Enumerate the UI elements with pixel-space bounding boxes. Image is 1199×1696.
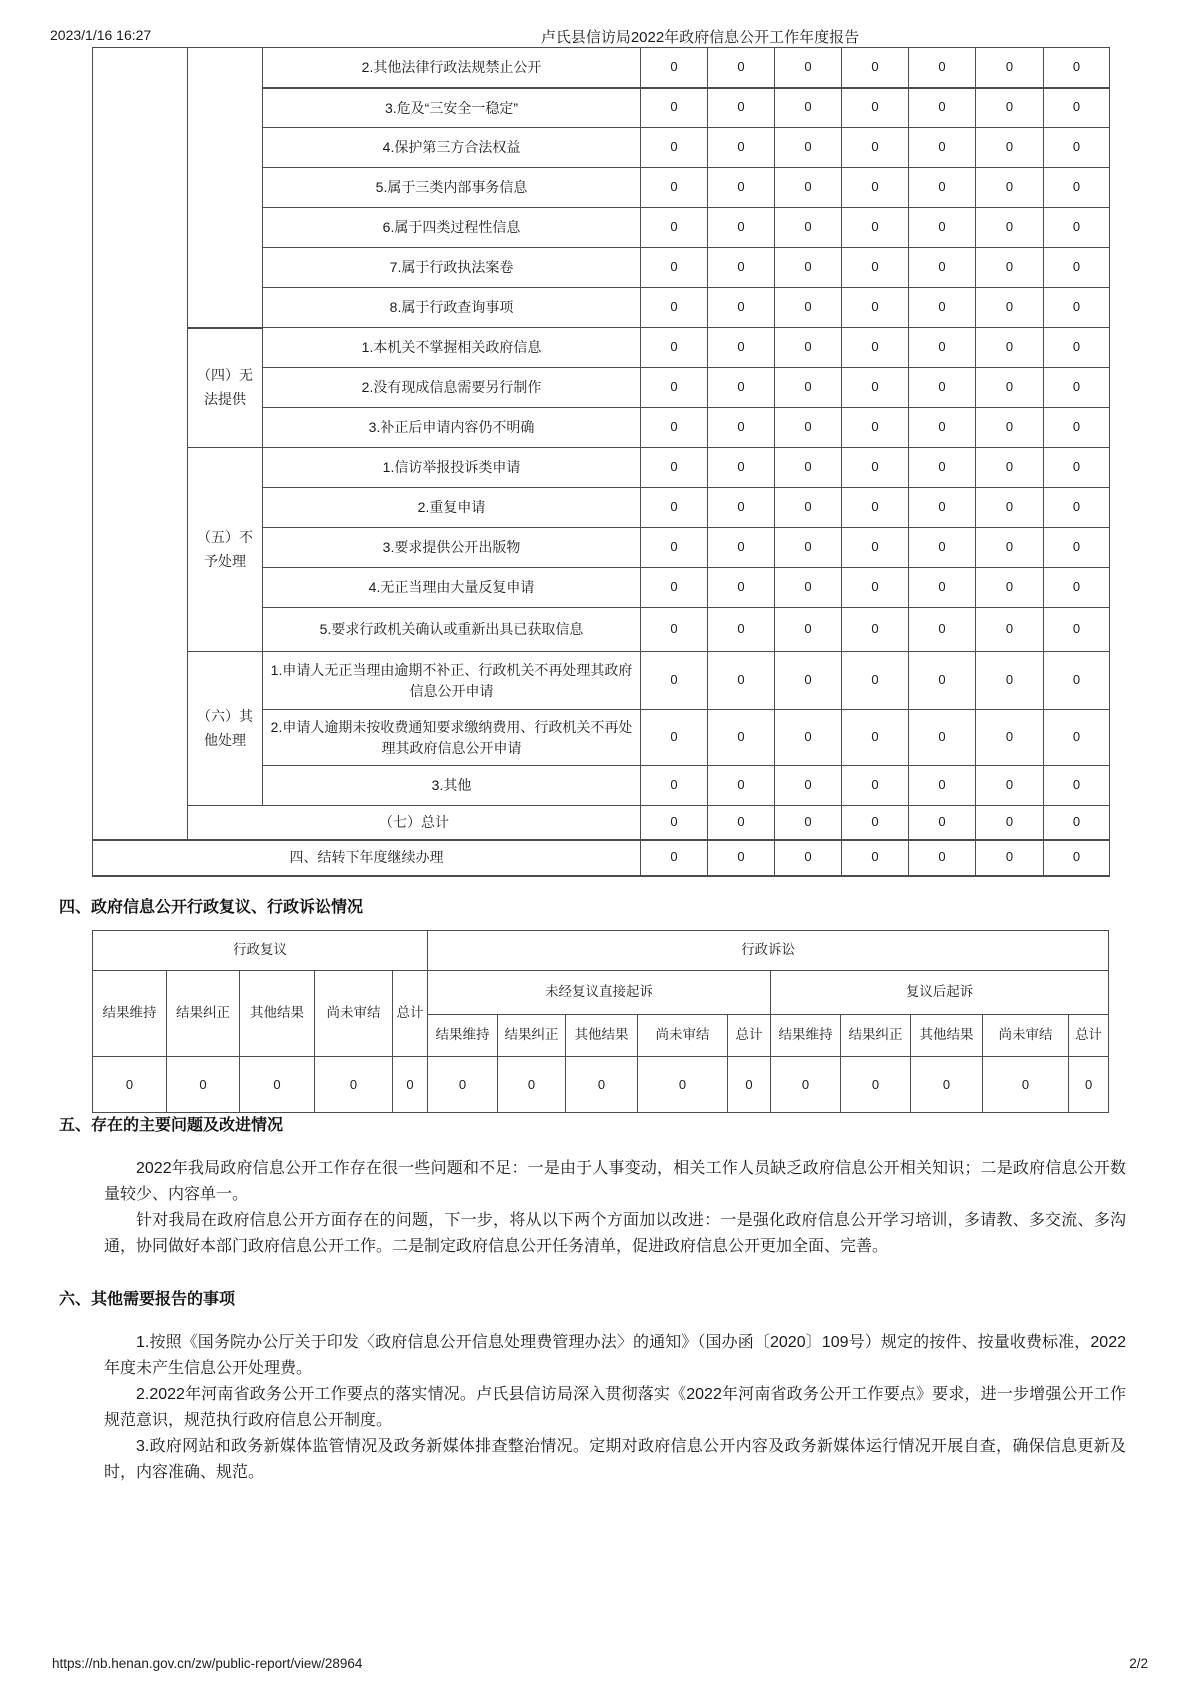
value-cell: 0: [842, 48, 909, 88]
value-cell: 0: [1044, 208, 1110, 248]
value-cell: 0: [909, 710, 976, 766]
section-other-matters-paragraphs: [104, 1330, 1126, 1486]
column-header-cell: 其他结果: [911, 1015, 983, 1057]
value-cell: 0: [775, 128, 842, 168]
value-cell: 0: [909, 806, 976, 840]
paragraph: 2.2022年河南省政务公开工作要点的落实情况。卢氏县信访局深入贯彻落实《2022年河南省政务公开工作要点》要求，进一步增强公开工作规范意识，规范执行政府信息公开制度。: [104, 1386, 1126, 1429]
item-label-cell: 3.其他: [263, 766, 641, 806]
group-header-cell: 行政诉讼: [428, 931, 1109, 971]
value-cell: 0: [1044, 840, 1110, 876]
subgroup-header-cell: 未经复议直接起诉: [428, 971, 771, 1015]
footer-url: https://nb.henan.gov.cn/zw/public-report/view/28964: [52, 1656, 363, 1671]
value-cell: 0: [976, 288, 1044, 328]
value-cell: 0: [708, 248, 775, 288]
section-heading-other-matters: 六、其他需要报告的事项: [59, 1291, 236, 1308]
value-cell: 0: [638, 1057, 728, 1113]
table-row: [93, 448, 1110, 488]
value-cell: 0: [708, 528, 775, 568]
value-cell: 0: [976, 448, 1044, 488]
value-cell: 0: [641, 288, 708, 328]
footer-page-number: 2/2: [1129, 1656, 1148, 1671]
value-cell: 0: [976, 652, 1044, 710]
value-cell: 0: [240, 1057, 315, 1113]
column-header-cell: 结果维持: [428, 1015, 498, 1057]
value-cell: 0: [641, 128, 708, 168]
document-title: 卢氏县信访局2022年政府信息公开工作年度报告: [540, 29, 860, 46]
value-cell: 0: [708, 710, 775, 766]
value-cell: 0: [1044, 408, 1110, 448]
value-cell: 0: [842, 328, 909, 368]
value-cell: 0: [1044, 288, 1110, 328]
column-header-cell: 尚未审结: [983, 1015, 1069, 1057]
value-cell: 0: [1044, 652, 1110, 710]
value-cell: 0: [841, 1057, 911, 1113]
value-cell: 0: [1044, 328, 1110, 368]
value-cell: 0: [976, 568, 1044, 608]
subgroup-header-cell: 复议后起诉: [771, 971, 1109, 1015]
value-cell: 0: [775, 568, 842, 608]
value-cell: 0: [775, 652, 842, 710]
value-cell: 0: [909, 448, 976, 488]
section-heading-review-litigation: 四、政府信息公开行政复议、行政诉讼情况: [59, 899, 364, 916]
paragraph: 1.按照《国务院办公厅关于印发〈政府信息公开信息处理费管理办法〉的通知》（国办函〔2020〕109号）规定的按件、按量收费标准，2022年度未产生信息公开处理费。: [104, 1334, 1126, 1377]
column-header-cell: 尚未审结: [315, 971, 393, 1057]
value-cell: 0: [708, 766, 775, 806]
paragraph: 3.政府网站和政务新媒体监管情况及政务新媒体排查整治情况。定期对政府信息公开内容及政务新媒体运行情况开展自查，确保信息更新及时，内容准确、规范。: [104, 1438, 1126, 1481]
total-label-cell: （七）总计: [188, 806, 641, 840]
value-cell: 0: [641, 408, 708, 448]
value-cell: 0: [909, 328, 976, 368]
value-cell: 0: [842, 652, 909, 710]
print-footer: [52, 1656, 1148, 1671]
value-cell: 0: [775, 408, 842, 448]
value-cell: 0: [708, 608, 775, 652]
value-cell: 0: [775, 710, 842, 766]
value-cell: 0: [842, 608, 909, 652]
item-label-cell: 2.重复申请: [263, 488, 641, 528]
value-cell: 0: [842, 368, 909, 408]
table-row: [93, 48, 1110, 88]
value-cell: 0: [976, 168, 1044, 208]
value-cell: 0: [775, 528, 842, 568]
item-label-cell: 5.属于三类内部事务信息: [263, 168, 641, 208]
value-cell: 0: [167, 1057, 240, 1113]
value-cell: 0: [1044, 806, 1110, 840]
column-header-cell: 总计: [1069, 1015, 1109, 1057]
review-litigation-table: [92, 930, 1109, 1113]
value-cell: 0: [976, 710, 1044, 766]
value-cell: 0: [775, 288, 842, 328]
item-label-cell: 3.危及“三安全一稳定”: [263, 88, 641, 128]
value-cell: 0: [498, 1057, 566, 1113]
value-cell: 0: [708, 288, 775, 328]
value-cell: 0: [842, 248, 909, 288]
value-cell: 0: [641, 88, 708, 128]
value-cell: 0: [93, 1057, 167, 1113]
table-header-row: [93, 931, 1109, 971]
table-header-row: [93, 971, 1109, 1015]
value-cell: 0: [641, 710, 708, 766]
value-cell: 0: [641, 328, 708, 368]
value-cell: 0: [641, 208, 708, 248]
item-label-cell: 3.要求提供公开出版物: [263, 528, 641, 568]
category-cell: [188, 48, 263, 328]
value-cell: 0: [641, 48, 708, 88]
value-cell: 0: [641, 568, 708, 608]
value-cell: 0: [909, 168, 976, 208]
value-cell: 0: [775, 840, 842, 876]
value-cell: 0: [909, 652, 976, 710]
value-cell: 0: [708, 208, 775, 248]
value-cell: 0: [1069, 1057, 1109, 1113]
value-cell: 0: [315, 1057, 393, 1113]
value-cell: 0: [775, 488, 842, 528]
value-cell: 0: [775, 328, 842, 368]
value-cell: 0: [708, 568, 775, 608]
paragraph: 2022年我局政府信息公开工作存在很一些问题和不足：一是由于人事变动，相关工作人员缺乏政府信息公开相关知识；二是政府信息公开数量较少、内容单一。: [104, 1160, 1126, 1203]
value-cell: 0: [842, 88, 909, 128]
value-cell: 0: [976, 840, 1044, 876]
value-cell: 0: [1044, 568, 1110, 608]
value-cell: 0: [775, 208, 842, 248]
item-label-cell: 4.保护第三方合法权益: [263, 128, 641, 168]
value-cell: 0: [775, 48, 842, 88]
column-header-cell: 尚未审结: [638, 1015, 728, 1057]
value-cell: 0: [775, 248, 842, 288]
section-heading-problems: 五、存在的主要问题及改进情况: [59, 1117, 284, 1134]
value-cell: 0: [641, 840, 708, 876]
value-cell: 0: [428, 1057, 498, 1113]
column-header-cell: 结果维持: [771, 1015, 841, 1057]
value-cell: 0: [911, 1057, 983, 1113]
value-cell: 0: [641, 168, 708, 208]
value-cell: 0: [708, 488, 775, 528]
value-cell: 0: [842, 568, 909, 608]
column-header-cell: 总计: [393, 971, 428, 1057]
value-cell: 0: [976, 88, 1044, 128]
item-label-cell: 1.信访举报投诉类申请: [263, 448, 641, 488]
column-header-cell: 结果纠正: [841, 1015, 911, 1057]
value-cell: 0: [976, 208, 1044, 248]
value-cell: 0: [976, 806, 1044, 840]
item-label-cell: 3.补正后申请内容仍不明确: [263, 408, 641, 448]
value-cell: 0: [708, 128, 775, 168]
category-cell: （六）其他处理: [188, 652, 263, 806]
item-label-cell: 7.属于行政执法案卷: [263, 248, 641, 288]
value-cell: 0: [708, 840, 775, 876]
value-cell: 0: [909, 766, 976, 806]
value-cell: 0: [909, 488, 976, 528]
value-cell: 0: [976, 766, 1044, 806]
value-cell: 0: [1044, 448, 1110, 488]
column-header-cell: 结果纠正: [498, 1015, 566, 1057]
carryover-label-cell: 四、结转下年度继续办理: [93, 840, 641, 876]
value-cell: 0: [976, 128, 1044, 168]
value-cell: 0: [775, 448, 842, 488]
value-cell: 0: [1044, 488, 1110, 528]
rowgroup-continuation-cell: [93, 48, 188, 840]
item-label-cell: 1.本机关不掌握相关政府信息: [263, 328, 641, 368]
value-cell: 0: [842, 488, 909, 528]
value-cell: 0: [708, 328, 775, 368]
column-header-cell: 总计: [728, 1015, 771, 1057]
value-cell: 0: [976, 328, 1044, 368]
table-row-total: [93, 806, 1110, 840]
value-cell: 0: [1044, 168, 1110, 208]
table-row: [93, 652, 1110, 710]
value-cell: 0: [842, 448, 909, 488]
value-cell: 0: [1044, 528, 1110, 568]
value-cell: 0: [909, 840, 976, 876]
value-cell: 0: [393, 1057, 428, 1113]
item-label-cell: 2.申请人逾期未按收费通知要求缴纳费用、行政机关不再处理其政府信息公开申请: [263, 710, 641, 766]
item-label-cell: 5.要求行政机关确认或重新出具已获取信息: [263, 608, 641, 652]
value-cell: 0: [1044, 128, 1110, 168]
value-cell: 0: [909, 88, 976, 128]
value-cell: 0: [842, 806, 909, 840]
value-cell: 0: [976, 608, 1044, 652]
category-cell: （五）不予处理: [188, 448, 263, 652]
table-row: [93, 328, 1110, 368]
value-cell: 0: [641, 608, 708, 652]
value-cell: 0: [909, 128, 976, 168]
column-header-cell: 其他结果: [566, 1015, 638, 1057]
section-problems-paragraphs: [104, 1156, 1126, 1260]
value-cell: 0: [976, 528, 1044, 568]
value-cell: 0: [641, 652, 708, 710]
value-cell: 0: [909, 208, 976, 248]
value-cell: 0: [566, 1057, 638, 1113]
value-cell: 0: [641, 448, 708, 488]
value-cell: 0: [1044, 608, 1110, 652]
value-cell: 0: [708, 408, 775, 448]
print-datetime: 2023/1/16 16:27: [50, 27, 152, 43]
item-label-cell: 2.没有现成信息需要另行制作: [263, 368, 641, 408]
value-cell: 0: [771, 1057, 841, 1113]
value-cell: 0: [983, 1057, 1069, 1113]
value-cell: 0: [1044, 368, 1110, 408]
value-cell: 0: [641, 488, 708, 528]
value-cell: 0: [775, 806, 842, 840]
group-header-cell: 行政复议: [93, 931, 428, 971]
column-header-cell: 结果维持: [93, 971, 167, 1057]
value-cell: 0: [909, 408, 976, 448]
value-cell: 0: [909, 48, 976, 88]
table-data-row: [93, 1057, 1109, 1113]
value-cell: 0: [976, 248, 1044, 288]
value-cell: 0: [842, 710, 909, 766]
item-label-cell: 6.属于四类过程性信息: [263, 208, 641, 248]
value-cell: 0: [842, 766, 909, 806]
value-cell: 0: [775, 766, 842, 806]
value-cell: 0: [976, 488, 1044, 528]
value-cell: 0: [909, 528, 976, 568]
value-cell: 0: [1044, 48, 1110, 88]
value-cell: 0: [775, 168, 842, 208]
value-cell: 0: [708, 88, 775, 128]
value-cell: 0: [728, 1057, 771, 1113]
value-cell: 0: [842, 208, 909, 248]
value-cell: 0: [976, 48, 1044, 88]
value-cell: 0: [641, 528, 708, 568]
value-cell: 0: [641, 368, 708, 408]
value-cell: 0: [909, 608, 976, 652]
value-cell: 0: [708, 368, 775, 408]
value-cell: 0: [775, 608, 842, 652]
value-cell: 0: [1044, 88, 1110, 128]
value-cell: 0: [1044, 766, 1110, 806]
value-cell: 0: [909, 288, 976, 328]
value-cell: 0: [842, 408, 909, 448]
value-cell: 0: [708, 652, 775, 710]
value-cell: 0: [641, 766, 708, 806]
value-cell: 0: [842, 168, 909, 208]
value-cell: 0: [775, 88, 842, 128]
column-header-cell: 其他结果: [240, 971, 315, 1057]
value-cell: 0: [842, 528, 909, 568]
value-cell: 0: [976, 408, 1044, 448]
paragraph: 针对我局在政府信息公开方面存在的问题，下一步，将从以下两个方面加以改进：一是强化政府信息公开学习培训，多请教、多交流、多沟通，协同做好本部门政府信息公开工作。二是制定政府信息公开任务清单，促进政府信息公开更加全面、完善。: [104, 1212, 1126, 1255]
item-label-cell: 1.申请人无正当理由逾期不补正、行政机关不再处理其政府信息公开申请: [263, 652, 641, 710]
value-cell: 0: [775, 368, 842, 408]
value-cell: 0: [708, 168, 775, 208]
print-header: [0, 26, 1199, 46]
value-cell: 0: [909, 568, 976, 608]
value-cell: 0: [842, 840, 909, 876]
value-cell: 0: [1044, 248, 1110, 288]
value-cell: 0: [641, 806, 708, 840]
value-cell: 0: [1044, 710, 1110, 766]
value-cell: 0: [641, 248, 708, 288]
item-label-cell: 2.其他法律行政法规禁止公开: [263, 48, 641, 88]
value-cell: 0: [909, 248, 976, 288]
value-cell: 0: [842, 128, 909, 168]
value-cell: 0: [708, 448, 775, 488]
value-cell: 0: [909, 368, 976, 408]
item-label-cell: 4.无正当理由大量反复申请: [263, 568, 641, 608]
value-cell: 0: [708, 806, 775, 840]
value-cell: 0: [708, 48, 775, 88]
column-header-cell: 结果纠正: [167, 971, 240, 1057]
value-cell: 0: [976, 368, 1044, 408]
value-cell: 0: [842, 288, 909, 328]
disposition-table: [92, 47, 1110, 877]
table-row-carryover: [93, 840, 1110, 876]
category-cell: （四）无法提供: [188, 328, 263, 448]
item-label-cell: 8.属于行政查询事项: [263, 288, 641, 328]
